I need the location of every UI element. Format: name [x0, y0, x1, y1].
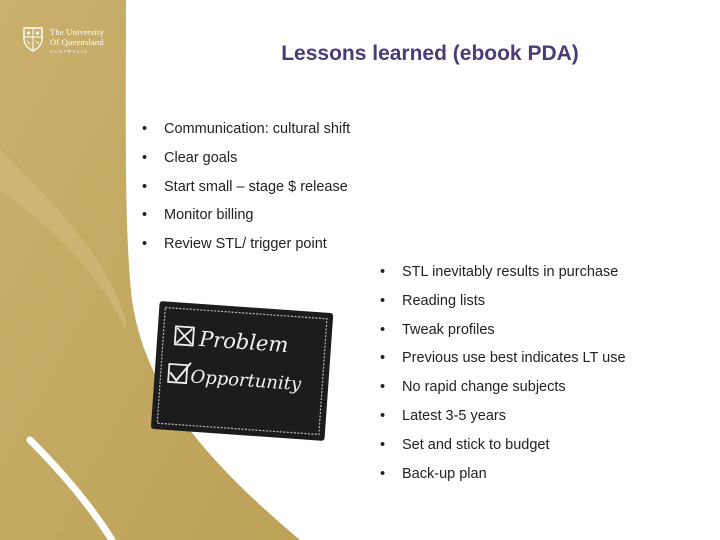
university-logo	[22, 26, 122, 56]
sub-bullet-list	[380, 258, 626, 488]
list-item	[380, 402, 626, 431]
list-item-text: Set and stick to budget	[402, 436, 550, 453]
bullet-icon: •	[142, 121, 148, 137]
bullet-icon: •	[142, 178, 148, 195]
bullet-icon: •	[380, 350, 386, 367]
bullet-icon: •	[380, 379, 386, 396]
bullet-icon: •	[380, 407, 386, 424]
list-item	[142, 115, 350, 144]
main-bullet-list	[142, 115, 350, 259]
bullet-icon: •	[142, 207, 148, 224]
list-item-text: Start small – stage $ release	[164, 178, 348, 195]
list-item	[142, 144, 350, 173]
list-item	[142, 201, 350, 230]
crest-icon	[22, 26, 44, 52]
list-item	[380, 431, 626, 460]
chalk-word-problem: Problem	[198, 326, 290, 358]
list-item-text: Tweak profiles	[402, 321, 495, 338]
list-item	[142, 230, 350, 259]
list-item	[380, 287, 626, 316]
list-item-text: Communication: cultural shift	[164, 121, 351, 137]
bullet-icon: •	[380, 264, 386, 280]
list-item-text: Back-up plan	[402, 465, 487, 482]
logo-line-2: Of Queensland	[50, 37, 104, 47]
bullet-icon: •	[380, 321, 386, 338]
list-item	[142, 173, 350, 202]
bullet-icon: •	[142, 236, 148, 253]
bullet-icon: •	[380, 465, 386, 482]
chalkboard-image	[147, 301, 337, 443]
chalk-word-opportunity: Opportunity	[189, 366, 302, 396]
list-item-text: Reading lists	[402, 292, 486, 309]
list-item-text: Clear goals	[164, 149, 238, 166]
list-item-text: Latest 3-5 years	[402, 407, 506, 424]
list-item-text: STL inevitably results in purchase	[402, 264, 619, 280]
list-item-text: Review STL/ trigger point	[164, 236, 327, 253]
slide-title: Lessons learned (ebook PDA)	[281, 42, 579, 65]
list-item	[380, 460, 626, 489]
bullet-icon: •	[380, 292, 386, 309]
list-item	[380, 258, 626, 287]
list-item-text: Monitor billing	[164, 207, 254, 224]
bullet-icon: •	[142, 149, 148, 166]
logo-line-3: AUSTRALIA	[50, 49, 89, 54]
list-item	[380, 344, 626, 373]
list-item	[380, 316, 626, 345]
logo-line-1: The University	[50, 27, 105, 37]
list-item	[380, 373, 626, 402]
list-item-text: No rapid change subjects	[402, 379, 566, 396]
list-item-text: Previous use best indicates LT use	[402, 350, 626, 367]
bullet-icon: •	[380, 436, 386, 453]
